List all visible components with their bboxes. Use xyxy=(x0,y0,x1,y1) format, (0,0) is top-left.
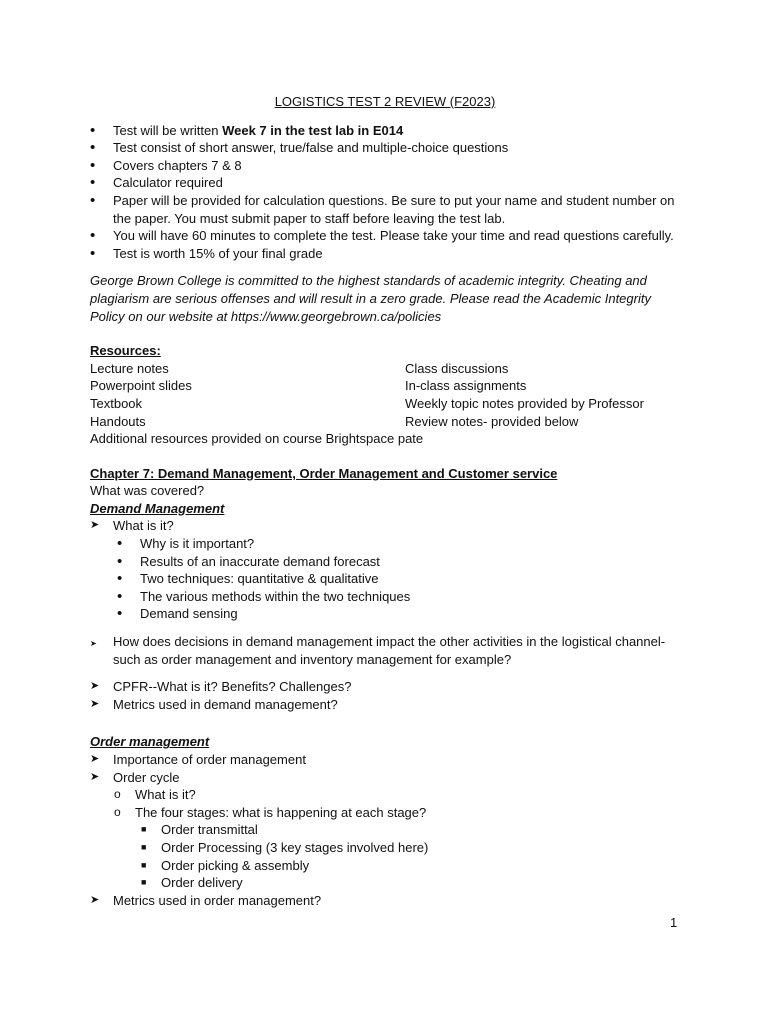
academic-integrity-note: George Brown College is committed to the highest standards of academic integrity. Cheating and plagiarism are serious offenses and will result in a zero grade. Please read the Academic Integrity Policy on our website at https://www.georgebrown.ca/policies xyxy=(90,273,651,324)
resource-item: Textbook xyxy=(90,395,143,411)
document-page xyxy=(90,93,680,909)
resources-grid xyxy=(90,360,680,430)
resource-item: Class discussions xyxy=(405,360,509,376)
resource-item: In-class assignments xyxy=(405,378,527,394)
list-item: • Paper will be provided for calculation questions. Be sure to put your name and student number on the paper. You must submit paper to staff before leaving the test lab. xyxy=(90,192,680,227)
bullet-icon: • xyxy=(117,552,123,570)
resources-heading: Resources: xyxy=(90,343,161,359)
list-item: • Calculator required xyxy=(90,174,680,192)
arrow-bullet-icon: ➤ xyxy=(90,519,100,532)
list-item: ➤ How does decisions in demand management impact the other activities in the logistical channel- such as order management and inventory management for example? xyxy=(90,634,666,667)
bullet-icon: • xyxy=(117,605,123,623)
circle-bullet-icon: o xyxy=(114,787,121,802)
list-item: • Test is worth 15% of your final grade xyxy=(90,245,680,263)
list-item: • Results of an inaccurate demand forecast xyxy=(117,552,380,570)
additional-resources: Additional resources provided on course Brightspace pate xyxy=(90,431,424,447)
list-item: ■ Order transmittal xyxy=(141,822,258,838)
square-bullet-icon: ■ xyxy=(141,877,147,888)
list-item: • Why is it important? xyxy=(117,535,255,553)
list-item: ■ Order Processing (3 key stages involved here) xyxy=(141,839,429,855)
list-item: ■ Order delivery xyxy=(141,875,243,891)
demand-management-heading: Demand Management xyxy=(90,500,225,516)
list-item: ➤ What is it? xyxy=(90,518,174,534)
list-item: • Two techniques: quantitative & qualitative xyxy=(117,570,379,588)
list-item: • Demand sensing xyxy=(117,605,238,623)
resource-item: Review notes- provided below xyxy=(405,413,579,429)
square-bullet-icon: ■ xyxy=(141,859,147,870)
arrow-bullet-icon: ➤ xyxy=(90,753,100,765)
test-info-list xyxy=(90,122,680,263)
list-item: ➤ Order cycle xyxy=(90,769,180,785)
list-item: ➤ Importance of order management xyxy=(90,752,306,767)
resource-item: Lecture notes xyxy=(90,360,169,376)
square-bullet-icon: ■ xyxy=(141,841,147,852)
document-title: LOGISTICS TEST 2 REVIEW (F2023) xyxy=(274,94,496,109)
list-item: • Test will be written Week 7 in the test lab in E014 xyxy=(90,122,680,140)
arrow-bullet-icon: ➤ xyxy=(90,770,100,783)
list-item: • Covers chapters 7 & 8 xyxy=(90,157,680,175)
bullet-icon: • xyxy=(117,570,123,588)
resource-item: Handouts xyxy=(90,413,146,429)
order-management-heading: Order management xyxy=(90,734,210,750)
list-item: • The various methods within the two techniques xyxy=(117,587,411,605)
list-item: • You will have 60 minutes to complete the test. Please take your time and read questions carefully. xyxy=(90,227,680,245)
resource-item: Weekly topic notes provided by Professor xyxy=(405,395,644,411)
test-location-bold: Week 7 in the test lab in E014 xyxy=(222,122,404,138)
arrow-bullet-icon: ➤ xyxy=(90,639,97,649)
circle-bullet-icon: o xyxy=(114,804,121,819)
list-item: ➤ Metrics used in order management? xyxy=(90,892,322,908)
square-bullet-icon: ■ xyxy=(141,824,147,835)
page-number: 1 xyxy=(670,915,678,930)
what-was-covered: What was covered? xyxy=(90,483,205,499)
list-item: ➤ CPFR--What is it? Benefits? Challenges? xyxy=(90,679,352,695)
list-item: ■ Order picking & assembly xyxy=(141,857,310,873)
resource-item: Powerpoint slides xyxy=(90,378,192,394)
list-item: o The four stages: what is happening at each stage? xyxy=(114,804,427,820)
bullet-icon: • xyxy=(117,535,123,553)
arrow-bullet-icon: ➤ xyxy=(90,680,100,693)
arrow-bullet-icon: ➤ xyxy=(90,697,100,710)
list-item: o What is it? xyxy=(114,787,196,803)
list-item: ➤ Metrics used in demand management? xyxy=(90,696,338,712)
bullet-icon: • xyxy=(117,587,123,605)
list-item: • Test consist of short answer, true/false and multiple-choice questions xyxy=(90,139,680,157)
chapter-7-heading: Chapter 7: Demand Management, Order Management and Customer service xyxy=(90,465,558,481)
arrow-bullet-icon: ➤ xyxy=(90,893,100,906)
